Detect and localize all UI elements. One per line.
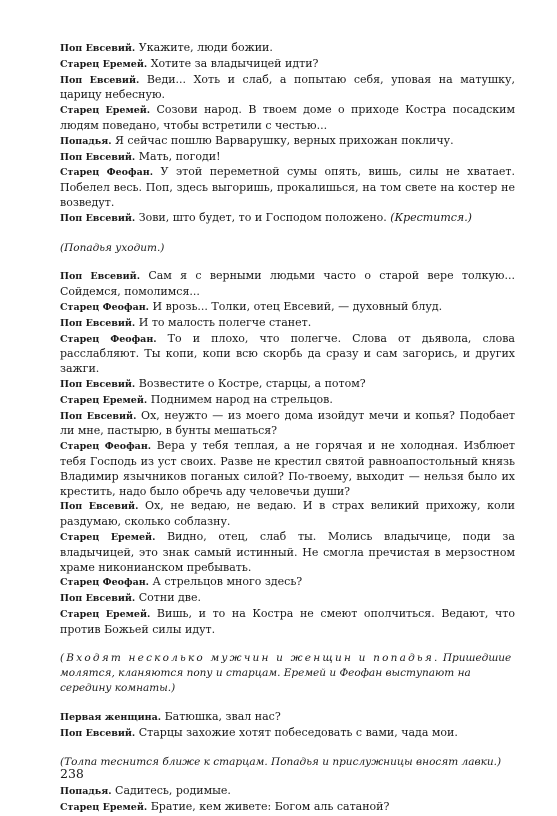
dialogue-line xyxy=(60,269,515,300)
spacer xyxy=(60,696,515,710)
speech-text: Укажите, люди божии. xyxy=(135,41,273,54)
speech-text: У этой переметной сумы опять, вишь, силы не хватает. Побелел весь. Поп, здесь выгоришь, прокалишься, на том свете на костер не возведут. xyxy=(60,165,516,209)
speaker-name: Старец Феофан. xyxy=(60,577,149,589)
speaker-name: Поп Евсевий. xyxy=(60,43,136,54)
dialogue-line xyxy=(60,530,515,575)
speaker-name: Поп Евсевий. xyxy=(60,74,140,86)
speech-text: Старцы захожие хотят побеседовать с вами, чада мои. xyxy=(135,725,458,739)
dialogue-line xyxy=(60,377,515,393)
speech-text: Созови народ. В твоем доме о приходе Костра посадским людям поведано, чтобы встретили с честью... xyxy=(60,103,515,132)
dialogue-line xyxy=(60,409,515,440)
spacer xyxy=(60,227,515,241)
page-number: 238 xyxy=(60,766,84,781)
speech-text: Веди... Хоть и слаб, а попытаю себя, уповая на матушку, царицу небесную. xyxy=(60,72,515,102)
stage-direction: (Толпа теснится ближе к старцам. Попадья и прислужницы вносят лавки.) xyxy=(60,756,502,769)
speech-text: Вишь, и то на Костра не смеют ополчиться. Ведают, что против Божьей силы идут. xyxy=(60,606,515,636)
spacer xyxy=(60,741,515,755)
speaker-name: Поп Евсевий. xyxy=(60,410,137,422)
speech-text: Ох, не ведаю, не ведаю. И в страх великий прихожу, коли раздумаю, сколько соблазну. xyxy=(60,499,515,529)
spacer xyxy=(60,770,515,784)
speaker-name: Поп Евсевий. xyxy=(60,271,141,283)
dialogue-line xyxy=(60,575,515,591)
speech-text: Видно, отец, слаб ты. Молись владычице, поди за владычицей, это знак самый истинный. Не смогла пречистая в мерзостном храме никонианском пребывать. xyxy=(60,529,515,574)
dialogue-line xyxy=(60,499,515,530)
speech-text: Братие, кем живете: Богом аль сатаной? xyxy=(147,800,390,814)
speaker-name: Поп Евсевий. xyxy=(60,501,139,513)
dialogue-line xyxy=(60,57,515,73)
dialogue-line xyxy=(60,800,515,816)
stage-direction: (Попадья уходит.) xyxy=(60,241,165,254)
dialogue-line xyxy=(60,300,515,316)
speaker-name: Поп Евсевий. xyxy=(60,151,136,163)
dialogue-line xyxy=(60,150,515,166)
speaker-name: Попадья. xyxy=(60,786,112,798)
dialogue-line xyxy=(60,439,515,499)
speech-text: И врозь... Толки, отец Евсевий, — духовный блуд. xyxy=(149,299,443,313)
dialogue-line xyxy=(60,73,515,104)
dialogue-line xyxy=(60,784,515,800)
speaker-name: Старец Еремей. xyxy=(60,608,151,620)
dialogue-block-2 xyxy=(60,269,515,637)
speaker-name: Старец Еремей. xyxy=(60,58,148,70)
speaker-name: Старец Еремей. xyxy=(60,531,156,543)
speech-text: Возвестите о Костре, старцы, а потом? xyxy=(135,376,366,390)
dialogue-line xyxy=(60,332,515,377)
dialogue-line xyxy=(60,103,515,134)
speech-text: Поднимем народ на стрельцов. xyxy=(147,392,333,406)
dialogue-line xyxy=(60,393,515,409)
speaker-name: Старец Феофан. xyxy=(60,441,152,453)
speaker-name: Старец Феофан. xyxy=(60,167,154,179)
spaced-direction-text: (Входят несколько мужчин и женщин и попадья. xyxy=(60,652,440,665)
speaker-name: Старец Феофан. xyxy=(60,301,149,313)
speaker-name: Поп Евсевий. xyxy=(60,727,136,739)
speaker-name: Поп Евсевий. xyxy=(60,212,136,224)
speech-text: Хотите за владычицей идти? xyxy=(147,56,319,70)
speech-text: Мать, погоди! xyxy=(135,149,221,163)
dialogue-line xyxy=(60,316,515,332)
speech-text: Вера у тебя теплая, а не горячая и не холодная. Изблюет тебя Господь из уст своих. Разве не крестил святой равноапостольный князь Владимир язычников поганых силой? По-твоему, выходит — нельзя было их крестить, надо было обречь аду человечьи души? xyxy=(60,439,515,498)
dialogue-line xyxy=(60,41,515,57)
speaker-name: Первая женщина. xyxy=(60,711,162,723)
spacer xyxy=(60,637,515,651)
dialogue-line xyxy=(60,591,515,607)
dialogue-line xyxy=(60,726,515,742)
dialogue-line xyxy=(60,211,515,227)
dialogue-line xyxy=(60,710,515,726)
speaker-name: Старец Еремей. xyxy=(60,802,148,814)
speech-text: Ох, неужто — из моего дома изойдут мечи и копья? Подобает ли мне, пастырю, в бунты мешаться? xyxy=(60,408,515,438)
stage-direction xyxy=(60,651,515,695)
dialogue-line xyxy=(60,134,515,150)
speech-text: То и плохо, что полегче. Слова от дьявола, слова расслабляют. Ты копи, копи всю скорбь да сразу и сам загорись, и других зажги. xyxy=(60,331,515,376)
speaker-name: Старец Еремей. xyxy=(60,394,148,406)
dialogue-line xyxy=(60,607,515,638)
speech-text: Сотни две. xyxy=(135,591,202,605)
spacer xyxy=(60,255,515,269)
speech-text: Сам я с верными людьми часто о старой вере толкую... Сойдемся, помолимся... xyxy=(60,269,516,299)
dialogue-block-3 xyxy=(60,710,515,742)
speaker-name: Поп Евсевий. xyxy=(60,378,136,390)
speaker-name: Поп Евсевий. xyxy=(60,317,136,329)
dialogue-line xyxy=(60,165,515,210)
speech-text: А стрельцов много здесь? xyxy=(149,575,303,589)
speech-text: Садитесь, родимые. xyxy=(111,784,231,798)
speaker-name: Поп Евсевий. xyxy=(60,593,136,605)
speaker-name: Старец Феофан. xyxy=(60,333,157,345)
speaker-name: Попадья. xyxy=(60,135,112,147)
direction-text: Пришедшие молятся, кланяются попу и старцам. Еремей и Феофан выступают на середину комнаты.) xyxy=(60,652,512,695)
inline-stage-direction: (Крестится.) xyxy=(390,210,472,224)
speech-text: И то малость полегче станет. xyxy=(135,315,312,329)
speech-text: Батюшка, звал нас? xyxy=(161,709,281,723)
speaker-name: Старец Еремей. xyxy=(60,105,151,117)
dialogue-block-4 xyxy=(60,784,515,816)
speech-text: Я сейчас пошлю Варварушку, верных прихожан покличу. xyxy=(111,133,454,147)
dialogue-block-1 xyxy=(60,41,515,227)
speech-text: Зови, што будет, то и Господом положено. xyxy=(135,210,391,224)
